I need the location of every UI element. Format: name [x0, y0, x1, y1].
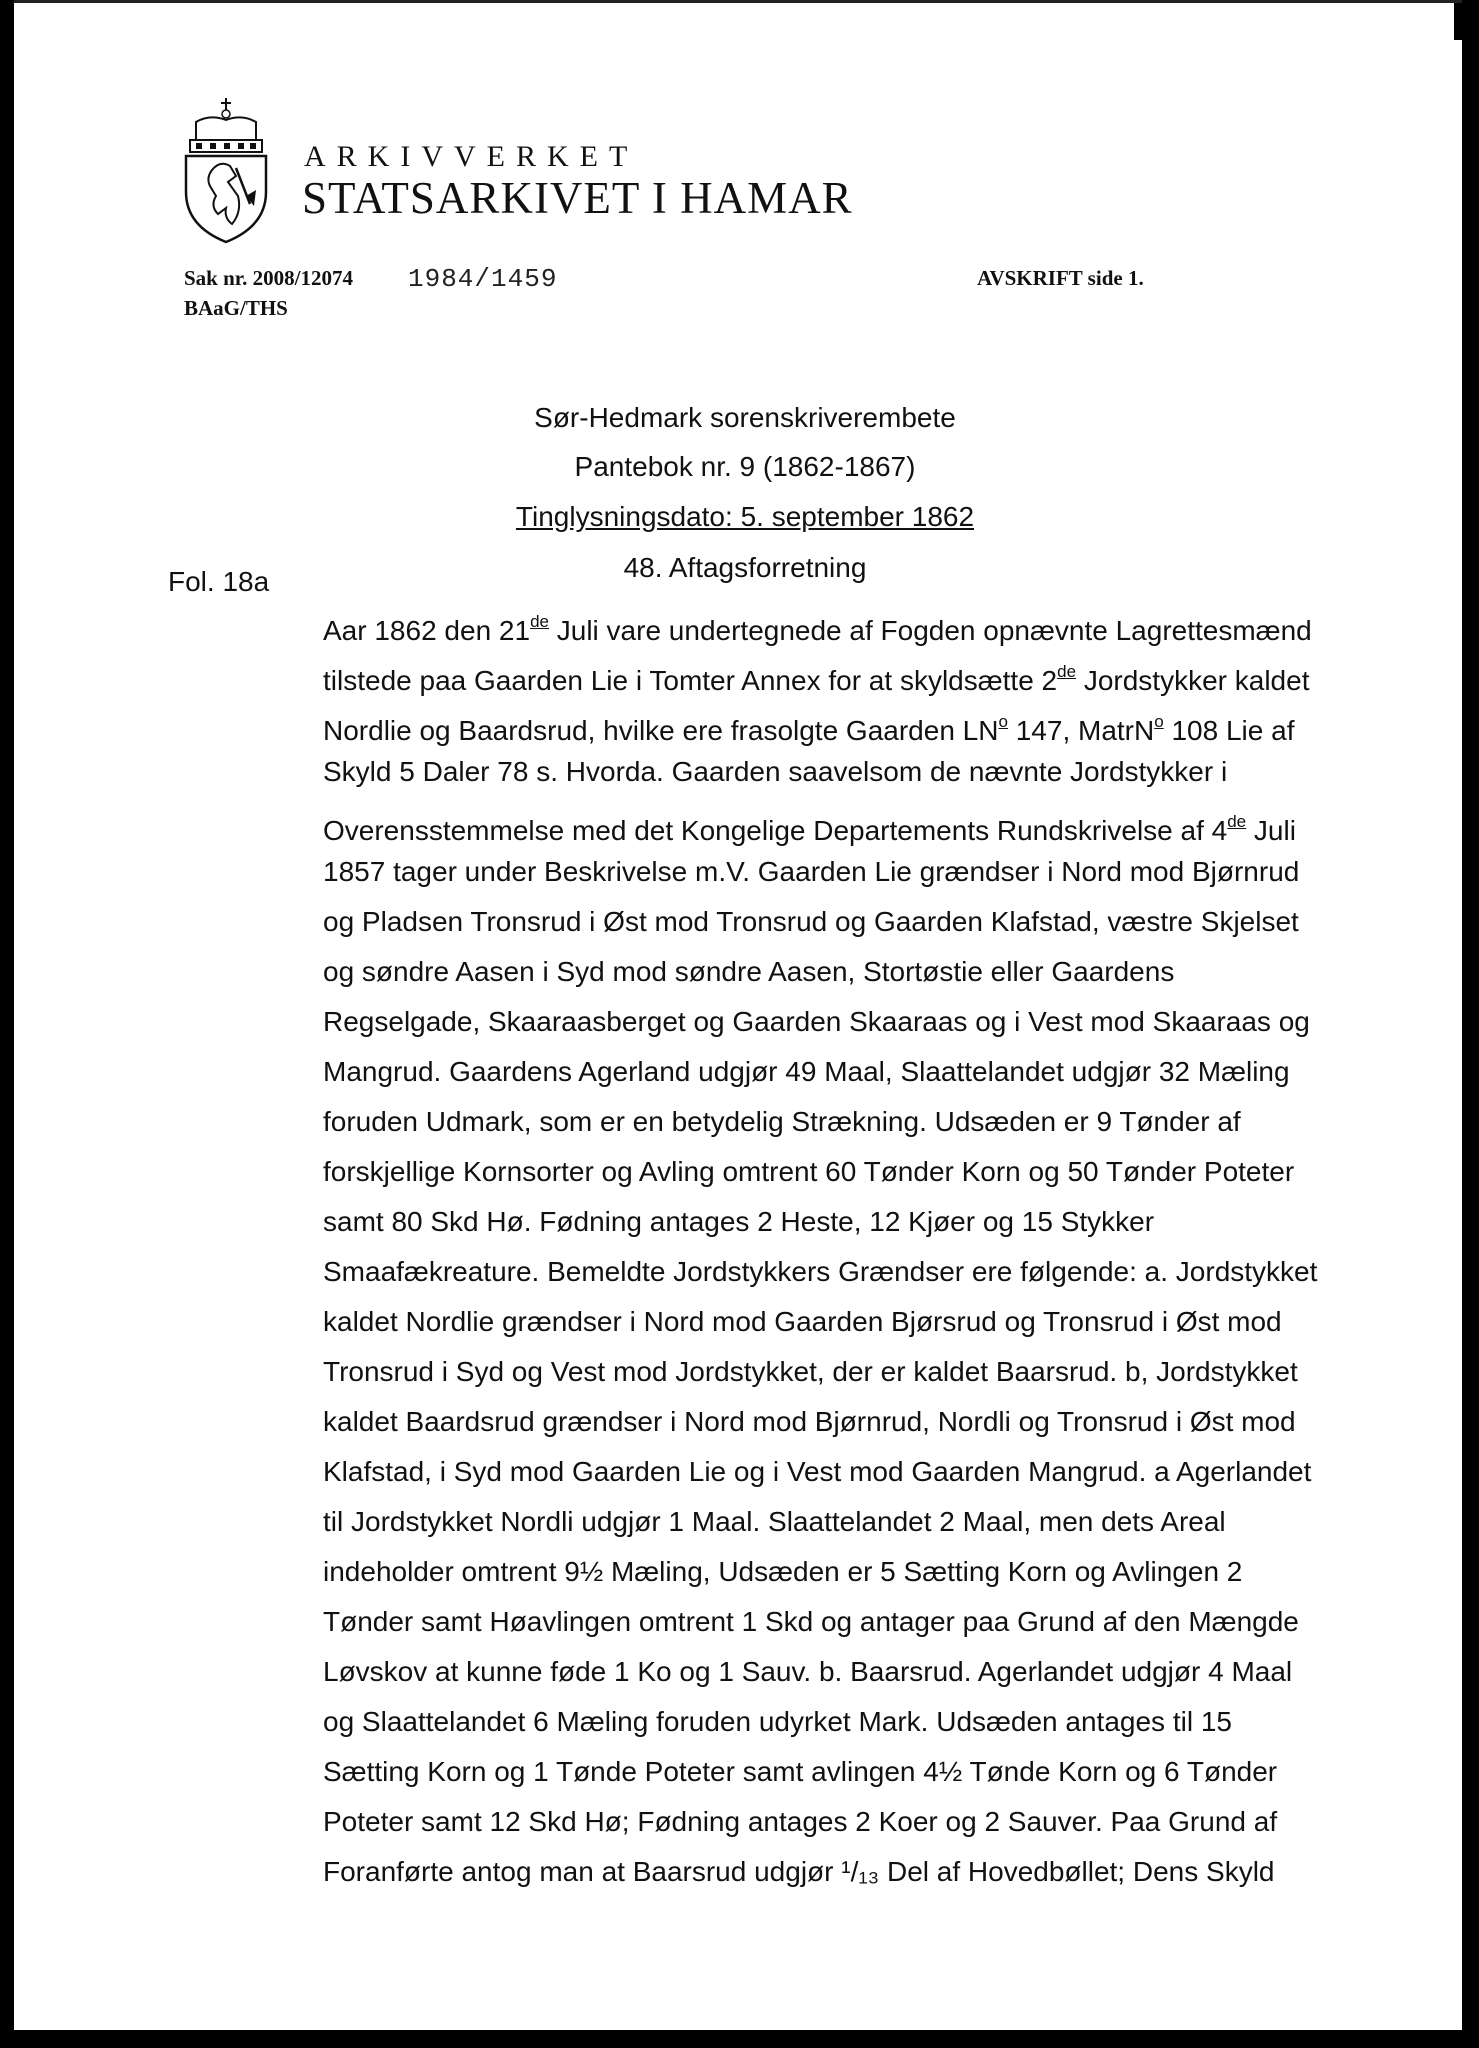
body-line — [323, 1047, 1423, 1097]
body-line — [323, 1147, 1423, 1197]
body-text-segment: Nordlie og Baardsrud, hvilke ere frasolgte Gaarden LN — [323, 715, 999, 746]
body-text-segment: samt 80 Skd Hø. Fødning antages 2 Heste, 12 Kjøer og 15 Stykker — [323, 1206, 1155, 1237]
body-line — [323, 897, 1423, 947]
body-text-segment: Smaafækreature. Bemeldte Jordstykkers Grændser ere følgende: a. Jordstykket — [323, 1256, 1318, 1287]
body-text-segment: og søndre Aasen i Syd mod søndre Aasen, Stortøstie eller Gaardens — [323, 956, 1175, 987]
superscript: de — [1057, 662, 1077, 681]
body-line — [323, 1647, 1423, 1697]
body-line — [323, 647, 1423, 697]
body-line — [323, 1747, 1423, 1797]
body-line — [323, 597, 1423, 647]
body-line — [323, 1297, 1423, 1347]
body-line — [323, 947, 1423, 997]
body-line — [323, 797, 1423, 847]
body-line — [323, 1097, 1423, 1147]
document-body — [323, 597, 1423, 1897]
archive-name: STATSARKIVET I HAMAR — [302, 173, 853, 223]
body-text-segment: Mangrud. Gaardens Agerland udgjør 49 Maal, Slaattelandet udgjør 32 Mæling — [323, 1056, 1290, 1087]
body-text-segment: Overensstemmelse med det Kongelige Departements Rundskrivelse af 4 — [323, 815, 1228, 846]
body-line — [323, 1797, 1423, 1847]
body-line — [323, 1697, 1423, 1747]
body-line — [323, 1197, 1423, 1247]
body-text-segment: Skyld 5 Daler 78 s. Hvorda. Gaarden saavelsom de nævnte Jordstykker i — [323, 756, 1228, 787]
transcript-page-label: AVSKRIFT side 1. — [977, 266, 1144, 290]
volume-title: Pantebok nr. 9 (1862-1867) — [574, 451, 916, 482]
scan-border-top — [14, 0, 1462, 3]
body-line — [323, 1597, 1423, 1647]
body-text-segment: Juli — [1246, 815, 1296, 846]
superscript: de — [530, 612, 549, 631]
body-text-segment: Løvskov at kunne føde 1 Ko og 1 Sauv. b. Baarsrud. Agerlandet udgjør 4 Maal — [323, 1656, 1293, 1687]
body-line — [323, 1397, 1423, 1447]
body-line — [323, 1247, 1423, 1297]
archive-org-title: ARKIVVERKET — [304, 140, 639, 173]
body-text-segment: 147, MatrN — [1007, 715, 1155, 746]
scan-border-bottom — [0, 2030, 1479, 2048]
body-line — [323, 1447, 1423, 1497]
superscript: de — [1227, 812, 1247, 831]
body-text-segment: indeholder omtrent 9½ Mæling, Udsæden er 5 Sætting Korn og Avlingen 2 — [323, 1556, 1243, 1587]
body-text-segment: Klafstad, i Syd mod Gaarden Lie og i Vest mod Gaarden Mangrud. a Agerlandet — [323, 1456, 1312, 1487]
body-text-segment: kaldet Nordlie grændser i Nord mod Gaarden Bjørsrud og Tronsrud i Øst mod — [323, 1306, 1282, 1337]
body-text-segment: Aar 1862 den 21 — [323, 615, 531, 646]
scan-border-right — [1462, 0, 1479, 2048]
superscript: o — [1154, 712, 1164, 731]
body-text-segment: foruden Udmark, som er en betydelig Strækning. Udsæden er 9 Tønder af — [323, 1106, 1241, 1137]
body-line — [323, 697, 1423, 747]
body-text-segment: Tronsrud i Syd og Vest mod Jordstykket, der er kaldet Baarsrud. b, Jordstykket — [323, 1356, 1298, 1387]
body-line — [323, 1347, 1423, 1397]
body-line — [323, 997, 1423, 1047]
court-name: Sør-Hedmark sorenskriverembete — [534, 402, 956, 433]
body-text-segment: Juli vare undertegnede af Fogden opnævnte Lagrettesmænd — [548, 615, 1312, 646]
superscript: o — [998, 712, 1008, 731]
stamped-number: 1984/1459 — [408, 264, 558, 294]
body-text-segment: kaldet Baardsrud grændser i Nord mod Bjørnrud, Nordli og Tronsrud i Øst mod — [323, 1406, 1296, 1437]
body-line — [323, 847, 1423, 897]
body-text-segment: og Slaattelandet 6 Mæling foruden udyrket Mark. Udsæden antages til 15 — [323, 1706, 1232, 1737]
body-text-segment: forskjellige Kornsorter og Avling omtrent 60 Tønder Korn og 50 Tønder Poteter — [323, 1156, 1295, 1187]
body-text-segment: Tønder samt Høavlingen omtrent 1 Skd og antager paa Grund af den Mængde — [323, 1606, 1299, 1637]
case-number: Sak nr. 2008/12074 — [184, 266, 354, 290]
folio-label: Fol. 18a — [168, 566, 270, 597]
coat-of-arms-icon — [180, 96, 272, 244]
body-line — [323, 747, 1423, 797]
entry-title: 48. Aftagsforretning — [623, 552, 867, 583]
body-text-segment: 108 Lie af — [1163, 715, 1295, 746]
body-line — [323, 1497, 1423, 1547]
body-text-segment: tilstede paa Gaarden Lie i Tomter Annex for at skyldsætte 2 — [323, 665, 1058, 696]
body-text-segment: Sætting Korn og 1 Tønde Poteter samt avlingen 4½ Tønde Korn og 6 Tønder — [323, 1756, 1278, 1787]
signature-initials: BAaG/THS — [184, 296, 288, 320]
body-line — [323, 1547, 1423, 1597]
body-line — [323, 1847, 1423, 1897]
body-text-segment: 1857 tager under Beskrivelse m.V. Gaarden Lie grændser i Nord mod Bjørnrud — [323, 856, 1300, 887]
scan-border-notch — [1454, 0, 1462, 40]
body-text-segment: Foranførte antog man at Baarsrud udgjør ¹/₁₃ Del af Hovedbøllet; Dens Skyld — [323, 1856, 1275, 1887]
registration-date: Tinglysningsdato: 5. september 1862 — [515, 501, 975, 532]
body-text-segment: Poteter samt 12 Skd Hø; Fødning antages 2 Koer og 2 Sauver. Paa Grund af — [323, 1806, 1278, 1837]
body-text-segment: til Jordstykket Nordli udgjør 1 Maal. Slaattelandet 2 Maal, men dets Areal — [323, 1506, 1226, 1537]
scan-border-left — [0, 0, 14, 2048]
body-text-segment: Jordstykker kaldet — [1076, 665, 1310, 696]
body-text-segment: Regselgade, Skaaraasberget og Gaarden Skaaraas og i Vest mod Skaaraas og — [323, 1006, 1310, 1037]
body-text-segment: og Pladsen Tronsrud i Øst mod Tronsrud og Gaarden Klafstad, væstre Skjelset — [323, 906, 1299, 937]
